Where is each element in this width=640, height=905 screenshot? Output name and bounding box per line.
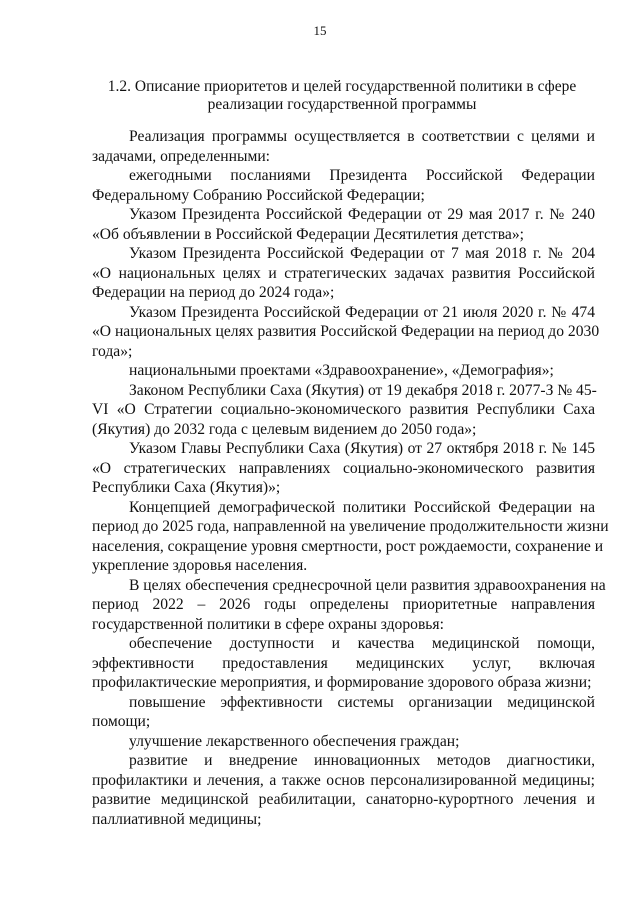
text-line: государственной политики в сфере охраны здоровья: bbox=[92, 615, 444, 633]
text-line: Указом Президента Российской Федерации от 21 июля 2020 г. № 474 bbox=[129, 303, 595, 321]
text-line: Указом Президента Российской Федерации от 7 мая 2018 г. № 204 bbox=[129, 245, 595, 262]
text-line: «Об объявлении в Российской Федерации Десятилетия детства»; bbox=[92, 225, 524, 243]
text-line: период 2022 – 2026 годы определены приоритетные направления bbox=[92, 596, 595, 613]
text-line: профилактические мероприятия, и формирование здорового образа жизни; bbox=[92, 674, 592, 691]
text-line: ежегодными посланиями Президента Российской Федерации bbox=[129, 167, 595, 184]
text-line: развитие и внедрение инновационных методов диагностики, bbox=[129, 752, 595, 769]
text-line: укрепление здоровья населения. bbox=[92, 557, 308, 574]
text-line: «О стратегических направлениях социально-экономического развития bbox=[92, 459, 595, 477]
text-line: населения, сокращение уровня смертности, рост рождаемости, сохранение и bbox=[92, 537, 604, 555]
text-line: период до 2025 года, направленной на увеличение продолжительности жизни bbox=[92, 518, 609, 535]
text-line: помощи; bbox=[92, 713, 151, 730]
text-line: обеспечение доступности и качества медицинской помощи, bbox=[129, 635, 595, 652]
text-line: Указом Президента Российской Федерации от 29 мая 2017 г. № 240 bbox=[129, 206, 595, 223]
text-line: повышение эффективности системы организации медицинской bbox=[129, 693, 595, 711]
text-line: VI «О Стратегии социально-экономического развития Республики Саха bbox=[92, 401, 595, 418]
text-line: Федерации на период до 2024 года»; bbox=[92, 284, 335, 301]
text-line: «О национальных целях и стратегических задачах развития Российской bbox=[92, 264, 595, 282]
text-line: Указом Главы Республики Саха (Якутия) от 27 октября 2018 г. № 145 bbox=[129, 440, 595, 457]
body-text bbox=[92, 127, 609, 829]
text-line: задачами, определенными: bbox=[92, 147, 271, 165]
text-line: В целях обеспечения среднесрочной цели развития здравоохранения на bbox=[129, 576, 606, 594]
section-heading-line: реализации государственной программы bbox=[207, 96, 477, 113]
text-line: эффективности предоставления медицинских услуг, включая bbox=[92, 654, 595, 672]
text-line: года»; bbox=[92, 342, 133, 360]
text-line: Реализация программы осуществляется в соответствии с целями и bbox=[129, 128, 595, 145]
text-line: Законом Республики Саха (Якутия) от 19 декабря 2018 г. 2077-З № 45- bbox=[129, 381, 597, 399]
section-heading-line: 1.2. Описание приоритетов и целей государственной политики в сфере bbox=[107, 78, 577, 95]
text-line: паллиативной медицины; bbox=[92, 810, 262, 828]
text-line: Республики Саха (Якутия)»; bbox=[92, 479, 281, 496]
text-line: профилактики и лечения, а также основ персонализированной медицины; bbox=[92, 771, 595, 789]
text-line: Концепцией демографической политики Российской Федерации на bbox=[129, 498, 595, 516]
text-line: улучшение лекарственного обеспечения граждан; bbox=[129, 732, 460, 750]
text-line: национальными проектами «Здравоохранение», «Демография»; bbox=[129, 362, 554, 379]
text-line: Федеральному Собранию Российской Федерации; bbox=[92, 186, 425, 204]
page-number: 15 bbox=[313, 23, 327, 38]
text-line: развитие медицинской реабилитации, санаторно-курортного лечения и bbox=[92, 791, 595, 808]
section-heading bbox=[92, 78, 592, 114]
text-line: «О национальных целях развития Российской Федерации на период до 2030 bbox=[92, 323, 600, 340]
text-line: (Якутия) до 2032 года с целевым видением до 2050 года»; bbox=[92, 420, 477, 438]
